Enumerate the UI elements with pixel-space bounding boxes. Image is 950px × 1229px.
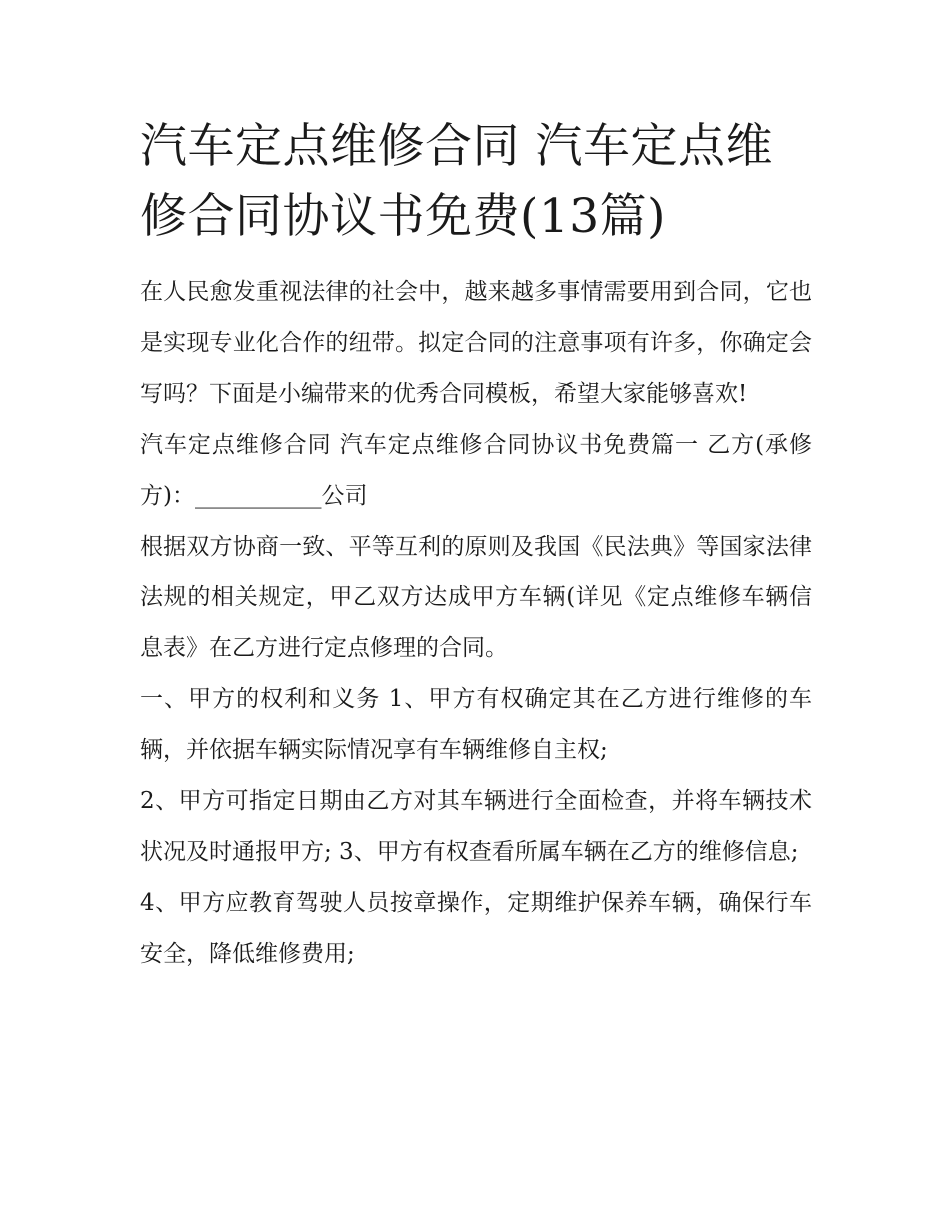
paragraph-clause-2-3: 2、甲方可指定日期由乙方对其车辆进行全面检查，并将车辆技术状况及时通报甲方; 3、甲方有权查看所属车辆在乙方的维修信息; (140, 788, 812, 865)
paragraph-party-b: 汽车定点维修合同 汽车定点维修合同协议书免费篇一 乙方(承修方)：___________公司 (140, 431, 812, 509)
document-body (140, 267, 812, 980)
document-title: 汽车定点维修合同 汽车定点维修合同协议书免费(13篇) (140, 119, 773, 244)
paragraph-clause-1: 一、甲方的权利和义务 1、甲方有权确定其在乙方进行维修的车辆，并依据车辆实际情况享有车辆维修自主权; (140, 686, 812, 764)
paragraph-intro: 在人民愈发重视法律的社会中，越来越多事情需要用到合同，它也是实现专业化合作的纽带。拟定合同的注意事项有许多，你确定会写吗？下面是小编带来的优秀合同模板，希望大家能够喜欢! (140, 279, 812, 407)
paragraph-agreement-basis: 根据双方协商一致、平等互利的原则及我国《民法典》等国家法律法规的相关规定，甲乙双方达成甲方车辆(详见《定点维修车辆信息表》在乙方进行定点修理的合同。 (140, 533, 812, 662)
document-page (140, 112, 812, 980)
paragraph-clause-4: 4、甲方应教育驾驶人员按章操作，定期维护保养车辆，确保行车安全，降低维修费用; (140, 889, 812, 967)
